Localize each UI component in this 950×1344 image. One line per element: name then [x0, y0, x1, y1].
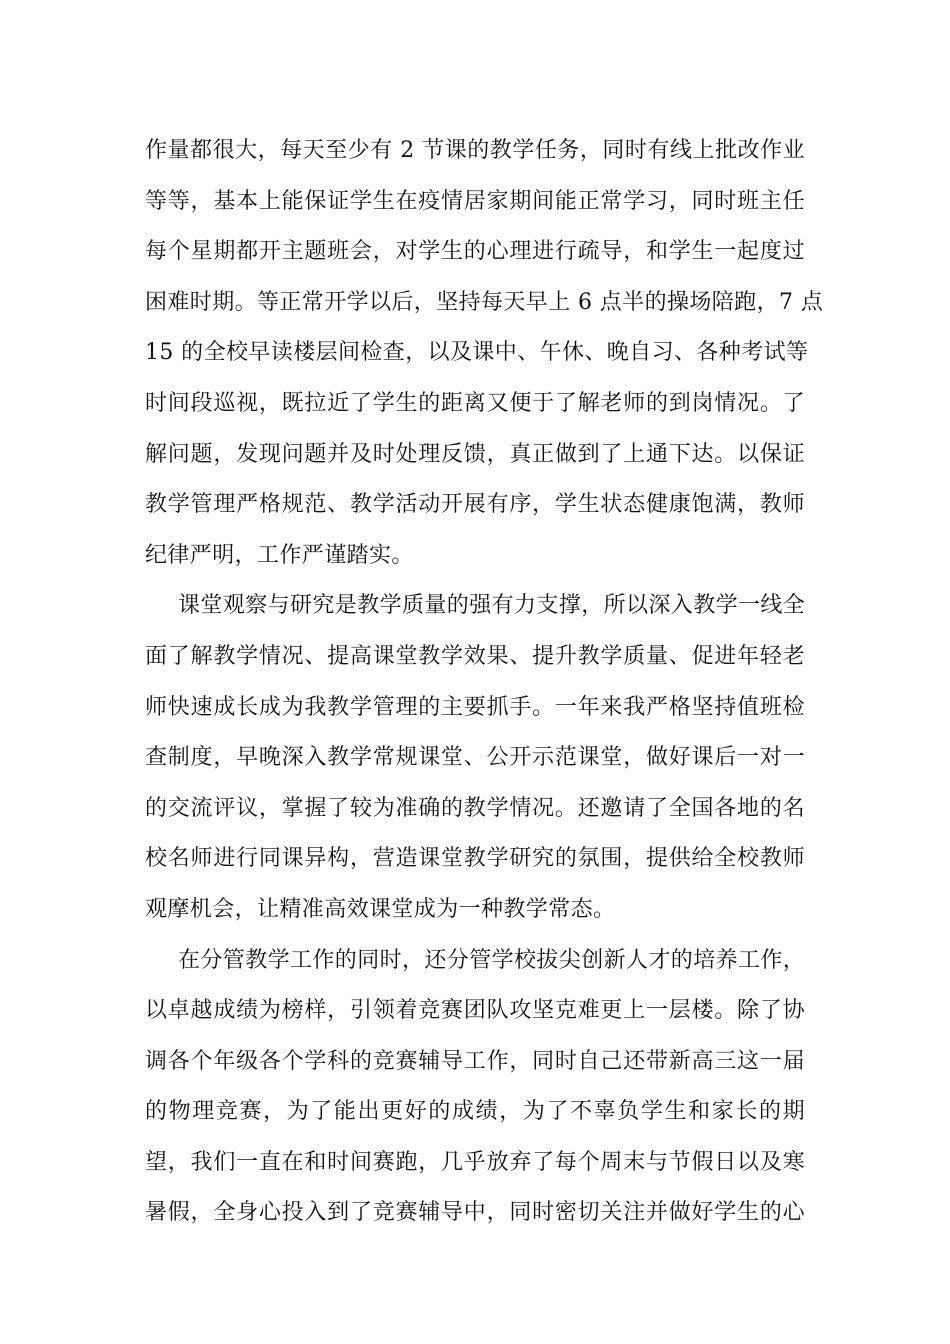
paragraph-1-line: 解问题，发现问题并及时处理反馈，真正做到了上通下达。以保证	[145, 441, 805, 467]
paragraph-2-line: 课堂观察与研究是教学质量的强有力支撑，所以深入教学一线全	[178, 593, 806, 619]
paragraph-1-line: 困难时期。等正常开学以后，坚持每天早上 6 点半的操场陪跑，7 点	[145, 289, 824, 315]
paragraph-3-line: 望，我们一直在和时间赛跑，几乎放弃了每个周末与节假日以及寒	[145, 1149, 805, 1175]
document-body	[145, 126, 824, 1239]
paragraph-1-line: 作量都很大，每天至少有 2 节课的教学任务，同时有线上批改作业	[145, 138, 805, 163]
paragraph-3-line: 调各个年级各个学科的竞赛辅导工作，同时自己还带新高三这一届	[145, 1048, 805, 1074]
paragraph-2-line: 的交流评议，掌握了较为准确的教学情况。还邀请了全国各地的名	[145, 795, 805, 821]
paragraph-3-line: 暑假，全身心投入到了竞赛辅导中，同时密切关注并做好学生的心	[145, 1200, 805, 1226]
paragraph-2-line: 查制度，早晚深入教学常规课堂、公开示范课堂，做好课后一对一	[145, 745, 805, 771]
paragraph-1-line: 15 的全校早读楼层间检查，以及课中、午休、晚自习、各种考试等	[145, 340, 809, 366]
paragraph-2-line: 师快速成长成为我教学管理的主要抓手。一年来我严格坚持值班检	[145, 694, 805, 720]
paragraph-1-line: 纪律严明，工作严谨踏实。	[145, 542, 414, 568]
paragraph-2-line: 校名师进行同课异构，营造课堂教学研究的氛围，提供给全校教师	[145, 846, 805, 872]
paragraph-2-line: 观摩机会，让精准高效课堂成为一种教学常态。	[145, 896, 616, 922]
paragraph-1-line: 时间段巡视，既拉近了学生的距离又便于了解老师的到岗情况。了	[145, 390, 805, 416]
paragraph-1-line: 每个星期都开主题班会，对学生的心理进行疏导，和学生一起度过	[145, 239, 805, 265]
paragraph-3-line: 的物理竞赛，为了能出更好的成绩，为了不辜负学生和家长的期	[145, 1099, 805, 1125]
paragraph-3-line: 在分管教学工作的同时，还分管学校拔尖创新人才的培养工作，	[178, 947, 806, 973]
paragraph-3-line: 以卓越成绩为榜样，引领着竞赛团队攻坚克难更上一层楼。除了协	[145, 998, 805, 1024]
paragraph-1-line: 等等，基本上能保证学生在疫情居家期间能正常学习，同时班主任	[145, 188, 805, 214]
paragraph-2-line: 面了解教学情况、提高课堂教学效果、提升教学质量、促进年轻老	[145, 643, 805, 669]
paragraph-1-line: 教学管理严格规范、教学活动开展有序，学生状态健康饱满，教师	[145, 492, 805, 518]
